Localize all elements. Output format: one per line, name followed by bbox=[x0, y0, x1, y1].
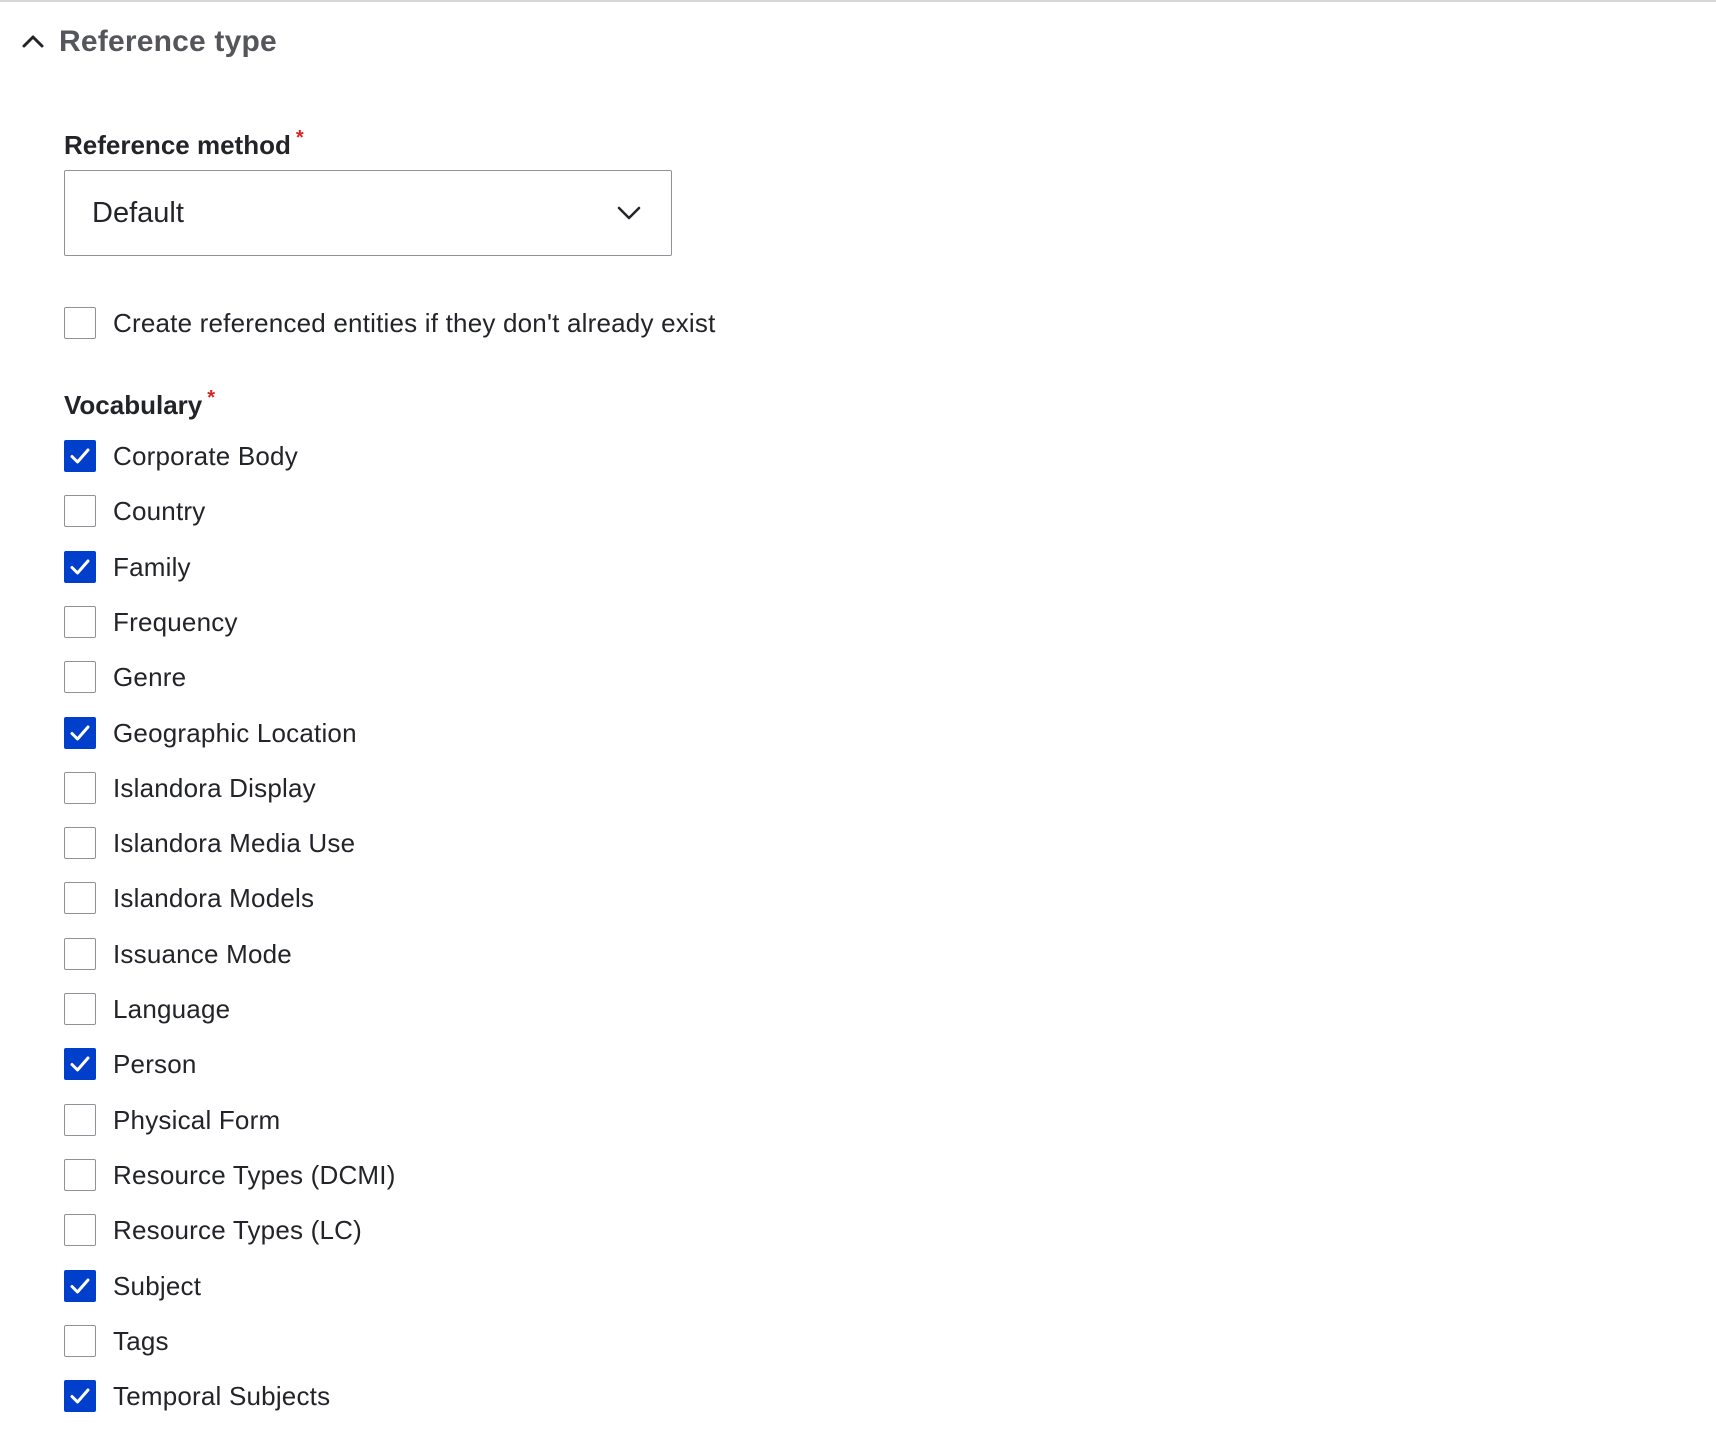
vocabulary-label bbox=[64, 387, 216, 421]
vocabulary-item bbox=[64, 1378, 330, 1414]
vocabulary-item-label[interactable]: Geographic Location bbox=[113, 717, 357, 748]
vocabulary-checkbox[interactable] bbox=[64, 717, 96, 749]
vocabulary-checkbox[interactable] bbox=[64, 1104, 96, 1136]
auto-create-row bbox=[64, 305, 716, 341]
vocabulary-item-label[interactable]: Islandora Media Use bbox=[113, 827, 356, 858]
vocabulary-checkbox[interactable] bbox=[64, 882, 96, 914]
vocabulary-item bbox=[64, 604, 238, 640]
vocabulary-item-label[interactable]: Temporal Subjects bbox=[113, 1380, 331, 1411]
vocabulary-item bbox=[64, 438, 298, 474]
vocabulary-item bbox=[64, 936, 292, 972]
vocabulary-item-label[interactable]: Islandora Models bbox=[113, 882, 315, 913]
vocabulary-item bbox=[64, 549, 191, 585]
checkmark-icon bbox=[68, 555, 92, 579]
auto-create-label[interactable]: Create referenced entities if they don't already exist bbox=[113, 307, 716, 338]
checkmark-icon bbox=[68, 721, 92, 745]
reference-method-label bbox=[64, 127, 304, 161]
vocabulary-item-label[interactable]: Person bbox=[113, 1048, 197, 1079]
vocabulary-checkbox[interactable] bbox=[64, 440, 96, 472]
vocabulary-item bbox=[64, 715, 357, 751]
vocabulary-item-label[interactable]: Family bbox=[113, 551, 191, 582]
section-title: Reference type bbox=[59, 25, 277, 58]
checkmark-icon bbox=[68, 444, 92, 468]
vocabulary-item-label[interactable]: Resource Types (LC) bbox=[113, 1214, 362, 1245]
required-marker: * bbox=[295, 127, 304, 149]
reference-type-toggle[interactable] bbox=[20, 20, 277, 64]
vocabulary-item-label[interactable]: Subject bbox=[113, 1270, 202, 1301]
vocabulary-item bbox=[64, 1046, 197, 1082]
checkmark-icon bbox=[68, 1052, 92, 1076]
auto-create-checkbox[interactable] bbox=[64, 307, 96, 339]
vocabulary-checkbox[interactable] bbox=[64, 772, 96, 804]
vocabulary-checkbox[interactable] bbox=[64, 1159, 96, 1191]
checkmark-icon bbox=[68, 1384, 92, 1408]
vocabulary-checkbox[interactable] bbox=[64, 495, 96, 527]
checkmark-icon bbox=[68, 1274, 92, 1298]
reference-method-label-text: Reference method bbox=[64, 130, 291, 160]
vocabulary-checkbox[interactable] bbox=[64, 1048, 96, 1080]
section-top-border bbox=[0, 0, 1716, 2]
vocabulary-item-label[interactable]: Tags bbox=[113, 1325, 169, 1356]
vocabulary-checkbox[interactable] bbox=[64, 551, 96, 583]
vocabulary-item bbox=[64, 991, 230, 1027]
vocabulary-item bbox=[64, 825, 355, 861]
vocabulary-item-label[interactable]: Country bbox=[113, 495, 206, 526]
vocabulary-item bbox=[64, 1212, 362, 1248]
vocabulary-item-label[interactable]: Islandora Display bbox=[113, 772, 316, 803]
vocabulary-item-label[interactable]: Resource Types (DCMI) bbox=[113, 1159, 396, 1190]
vocabulary-item bbox=[64, 1268, 201, 1304]
vocabulary-item-label[interactable]: Physical Form bbox=[113, 1104, 281, 1135]
vocabulary-item bbox=[64, 880, 314, 916]
vocabulary-label-text: Vocabulary bbox=[64, 390, 203, 420]
vocabulary-item-label[interactable]: Issuance Mode bbox=[113, 938, 292, 969]
reference-method-select[interactable] bbox=[64, 170, 672, 256]
vocabulary-checkbox[interactable] bbox=[64, 606, 96, 638]
vocabulary-checkbox[interactable] bbox=[64, 1214, 96, 1246]
vocabulary-item bbox=[64, 659, 186, 695]
vocabulary-item-label[interactable]: Corporate Body bbox=[113, 440, 298, 471]
vocabulary-item bbox=[64, 1102, 280, 1138]
vocabulary-checkbox[interactable] bbox=[64, 938, 96, 970]
required-marker: * bbox=[207, 387, 216, 409]
vocabulary-item bbox=[64, 1157, 396, 1193]
chevron-up-icon bbox=[20, 29, 59, 55]
vocabulary-item bbox=[64, 493, 205, 529]
vocabulary-checkbox[interactable] bbox=[64, 661, 96, 693]
vocabulary-checkbox[interactable] bbox=[64, 993, 96, 1025]
vocabulary-checkbox[interactable] bbox=[64, 1380, 96, 1412]
vocabulary-checkbox[interactable] bbox=[64, 1325, 96, 1357]
vocabulary-checkbox[interactable] bbox=[64, 827, 96, 859]
vocabulary-item bbox=[64, 770, 316, 806]
vocabulary-item-label[interactable]: Genre bbox=[113, 661, 187, 692]
vocabulary-item bbox=[64, 1323, 169, 1359]
vocabulary-item-label[interactable]: Frequency bbox=[113, 606, 238, 637]
reference-method-value: Default bbox=[92, 196, 184, 229]
vocabulary-checkbox[interactable] bbox=[64, 1270, 96, 1302]
vocabulary-item-label[interactable]: Language bbox=[113, 993, 231, 1024]
